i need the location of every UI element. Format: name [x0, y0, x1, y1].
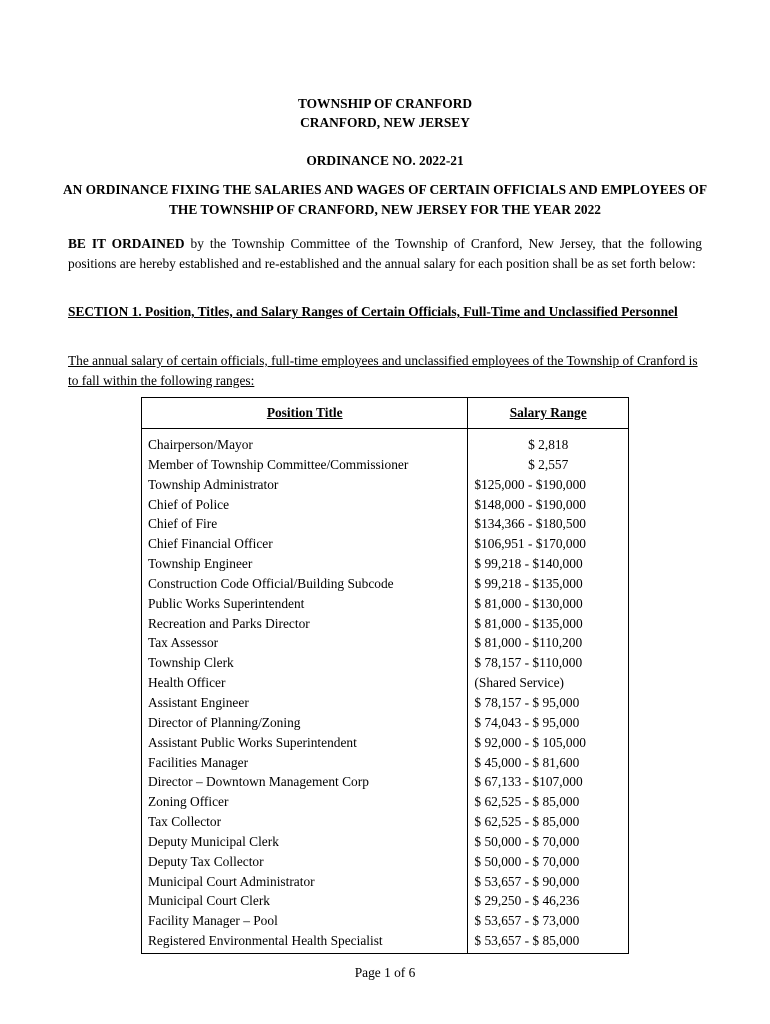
salary-table-header	[142, 398, 629, 429]
position-title: Assistant Public Works Superintendent	[148, 734, 357, 750]
salary-range: $ 50,000 - $ 70,000	[474, 833, 580, 849]
position-title: Municipal Court Clerk	[148, 893, 270, 909]
salary-range: $ 99,218 - $140,000	[474, 556, 583, 572]
position-title: Deputy Tax Collector	[148, 853, 264, 869]
salary-range: $ 92,000 - $ 105,000	[474, 734, 586, 750]
position-title: Chairperson/Mayor	[148, 437, 253, 452]
salary-range-list	[468, 429, 629, 954]
position-title: Member of Township Committee/Commissioner	[148, 456, 409, 472]
salary-range: $ 81,000 - $130,000	[474, 595, 583, 611]
position-title: Zoning Officer	[148, 794, 229, 810]
position-title: Tax Collector	[148, 814, 222, 830]
salary-range: $ 81,000 - $110,200	[474, 635, 583, 651]
position-title: Municipal Court Administrator	[148, 873, 315, 889]
position-title: Director of Planning/Zoning	[148, 714, 301, 730]
header-township: TOWNSHIP OF CRANFORD	[297, 96, 473, 111]
salary-range: $ 74,043 - $ 95,000	[474, 714, 580, 730]
salary-range: $ 53,657 - $ 90,000	[474, 873, 580, 889]
position-title: Health Officer	[148, 675, 226, 691]
page-number: Page 1 of 6	[354, 965, 416, 980]
position-title: Chief of Police	[148, 496, 230, 512]
salary-range: $ 45,000 - $ 81,600	[474, 754, 580, 770]
position-title: Recreation and Parks Director	[148, 615, 310, 631]
salary-range: $ 53,657 - $ 85,000	[474, 933, 580, 949]
position-title: Facilities Manager	[148, 754, 249, 770]
position-title: Township Administrator	[148, 476, 279, 492]
section-1-heading: SECTION 1. Position, Titles, and Salary Ranges of Certain Officials, Full-Time and Unclassified Personnel	[68, 304, 678, 319]
salary-range: $ 50,000 - $ 70,000	[474, 853, 580, 869]
position-title: Tax Assessor	[148, 635, 219, 651]
salary-range: $ 67,133 - $107,000	[474, 774, 583, 790]
position-title: Registered Environmental Health Specialist	[148, 933, 383, 949]
ordained-paragraph	[68, 234, 702, 273]
ordinance-number: ORDINANCE NO. 2022-21	[306, 153, 464, 168]
position-title: Facility Manager – Pool	[148, 913, 278, 929]
salary-table-body	[142, 429, 629, 954]
salary-table	[141, 397, 629, 954]
salary-range: $ 2,818	[528, 437, 569, 452]
salary-range: (Shared Service)	[474, 675, 565, 691]
salary-range: $ 78,157 - $ 95,000	[474, 694, 580, 710]
annual-salary-paragraph: The annual salary of certain officials, full-time employees and unclassified employees of the Township of Cranford is to fall within the following ranges:	[68, 353, 698, 388]
position-title: Chief of Fire	[148, 516, 218, 532]
salary-range: $106,951 - $170,000	[474, 536, 586, 552]
salary-range: $ 99,218 - $135,000	[474, 575, 583, 591]
position-title: Chief Financial Officer	[148, 536, 273, 552]
salary-range: $ 29,250 - $ 46,236	[474, 893, 580, 909]
salary-range: $148,000 - $190,000	[474, 496, 586, 512]
ordinance-title: AN ORDINANCE FIXING THE SALARIES AND WAGES OF CERTAIN OFFICIALS AND EMPLOYEES OF THE TOWNSHIP OF CRANFORD, NEW JERSEY FOR THE YEAR 2022	[62, 182, 708, 217]
position-title: Assistant Engineer	[148, 694, 249, 710]
position-title: Township Clerk	[148, 655, 234, 671]
column-header-salary: Salary Range	[468, 398, 629, 429]
position-title: Deputy Municipal Clerk	[148, 833, 279, 849]
salary-range: $ 62,525 - $ 85,000	[474, 794, 580, 810]
salary-range: $ 53,657 - $ 73,000	[474, 913, 580, 929]
header-location: CRANFORD, NEW JERSEY	[300, 115, 470, 130]
salary-range: $134,366 - $180,500	[474, 516, 586, 532]
position-title: Construction Code Official/Building Subcode	[148, 575, 394, 591]
salary-range: $ 81,000 - $135,000	[474, 615, 583, 631]
salary-range: $125,000 - $190,000	[474, 476, 586, 492]
position-title-list	[142, 429, 468, 954]
position-title: Township Engineer	[148, 556, 253, 572]
salary-range: $ 78,157 - $110,000	[474, 655, 583, 671]
column-header-position: Position Title	[142, 398, 468, 429]
document-header	[0, 94, 770, 132]
salary-range: $ 62,525 - $ 85,000	[474, 814, 580, 830]
salary-range: $ 2,557	[528, 456, 569, 472]
position-title: Public Works Superintendent	[148, 595, 305, 611]
ordained-text: by the Township Committee of the Township of Cranford, New Jersey, that the following positions are hereby established and re-established and the annual salary for each position shall be as set forth below:	[68, 236, 702, 271]
ordained-lead: BE IT ORDAINED	[68, 236, 185, 251]
position-title: Director – Downtown Management Corp	[148, 774, 369, 790]
